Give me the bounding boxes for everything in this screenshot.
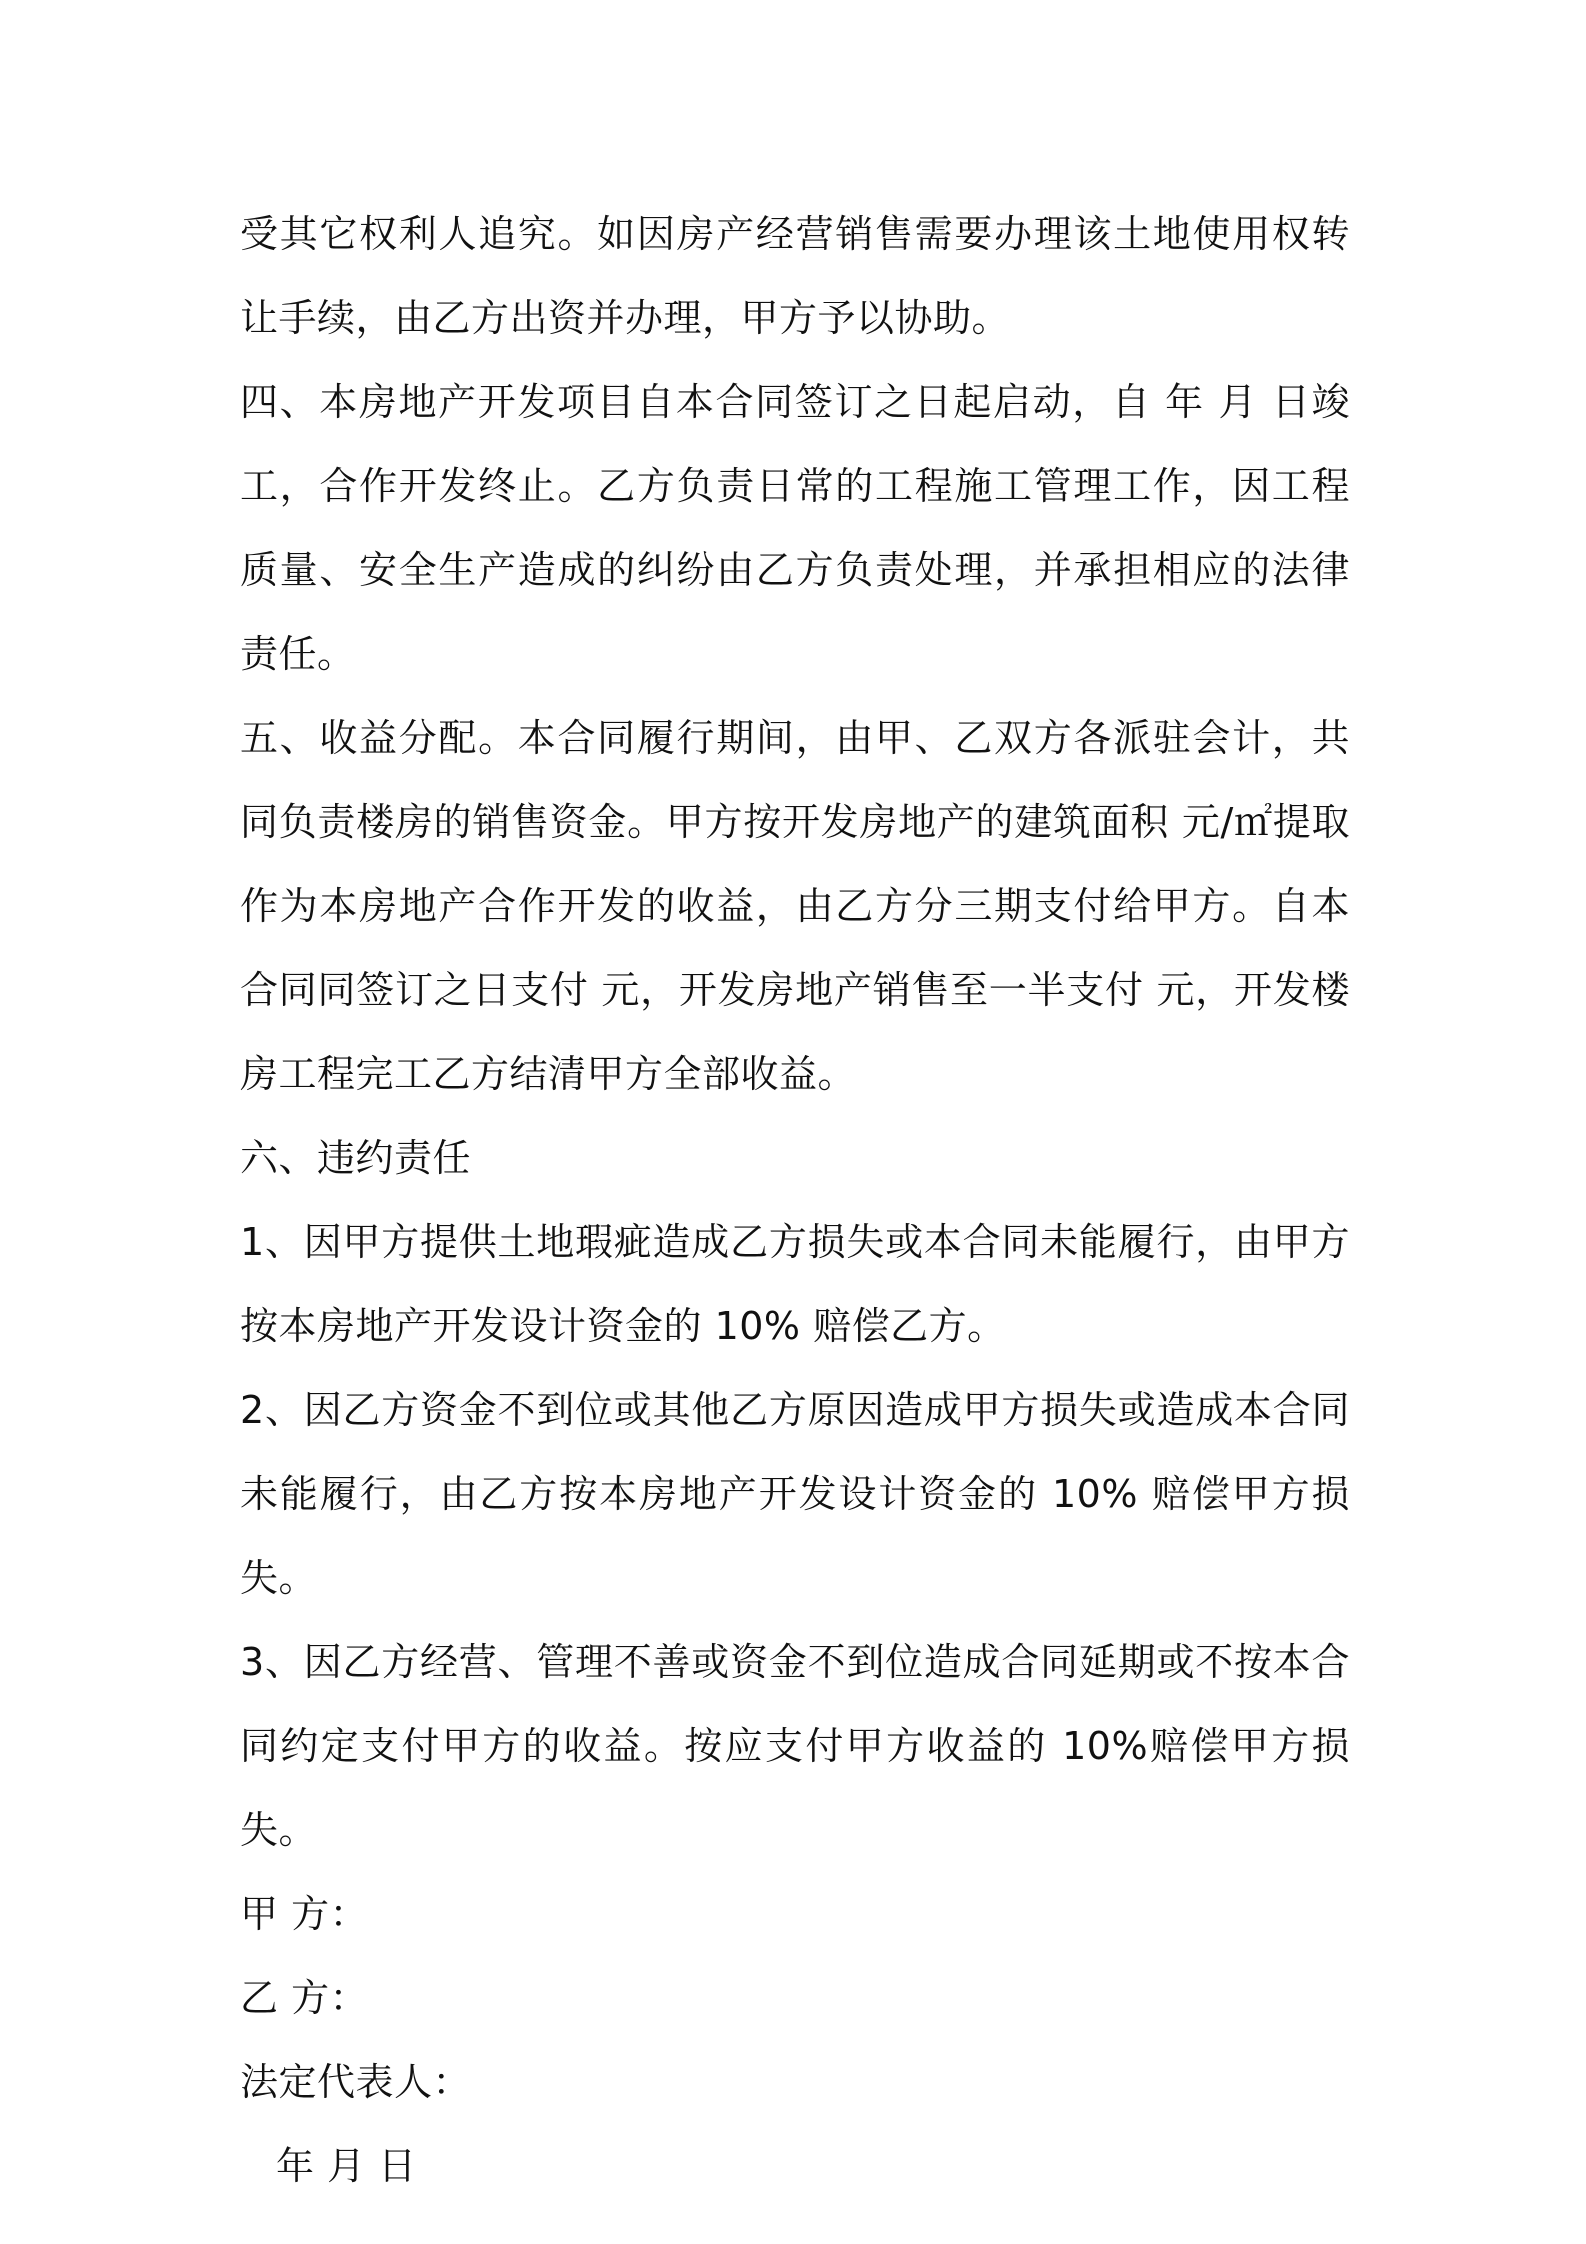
signature-party-b: 乙 方：: [240, 1976, 369, 2020]
clause-6-heading: 六、违约责任: [240, 1136, 472, 1180]
clause-4: 四、本房地产开发项目自本合同签订之日起启动，自 年 月 日竣工，合作开发终止。乙方负责日常的工程施工管理工作，因工程质量、安全生产造成的纠纷由乙方负责处理，并承担相应的法律责任。: [240, 380, 1350, 676]
paragraph-continuation: 受其它权利人追究。如因房产经营销售需要办理该土地使用权转让手续，由乙方出资并办理，甲方予以协助。: [240, 212, 1350, 340]
clause-6-item-2: 2、因乙方资金不到位或其他乙方原因造成甲方损失或造成本合同未能履行，由乙方按本房地产开发设计资金的 10% 赔偿甲方损失。: [240, 1388, 1350, 1600]
clause-5: 五、收益分配。本合同履行期间，由甲、乙双方各派驻会计，共同负责楼房的销售资金。甲方按开发房地产的建筑面积 元/㎡提取作为本房地产合作开发的收益，由乙方分三期支付给甲方。自本合同同签订之日支付 元，开发房地产销售至一半支付 元，开发楼房工程完工乙方结清甲方全部收益。: [240, 716, 1350, 1096]
document-body: [240, 192, 1350, 2208]
signature-legal-rep: 法定代表人：: [240, 2060, 472, 2104]
signature-party-a: 甲 方：: [240, 1892, 369, 1936]
signature-date: 年 月 日: [276, 2144, 417, 2188]
clause-6-item-3: 3、因乙方经营、管理不善或资金不到位造成合同延期或不按本合同约定支付甲方的收益。按应支付甲方收益的 10%赔偿甲方损失。: [240, 1640, 1350, 1852]
clause-6-item-1: 1、因甲方提供土地瑕疵造成乙方损失或本合同未能履行，由甲方按本房地产开发设计资金的 10% 赔偿乙方。: [240, 1220, 1350, 1348]
